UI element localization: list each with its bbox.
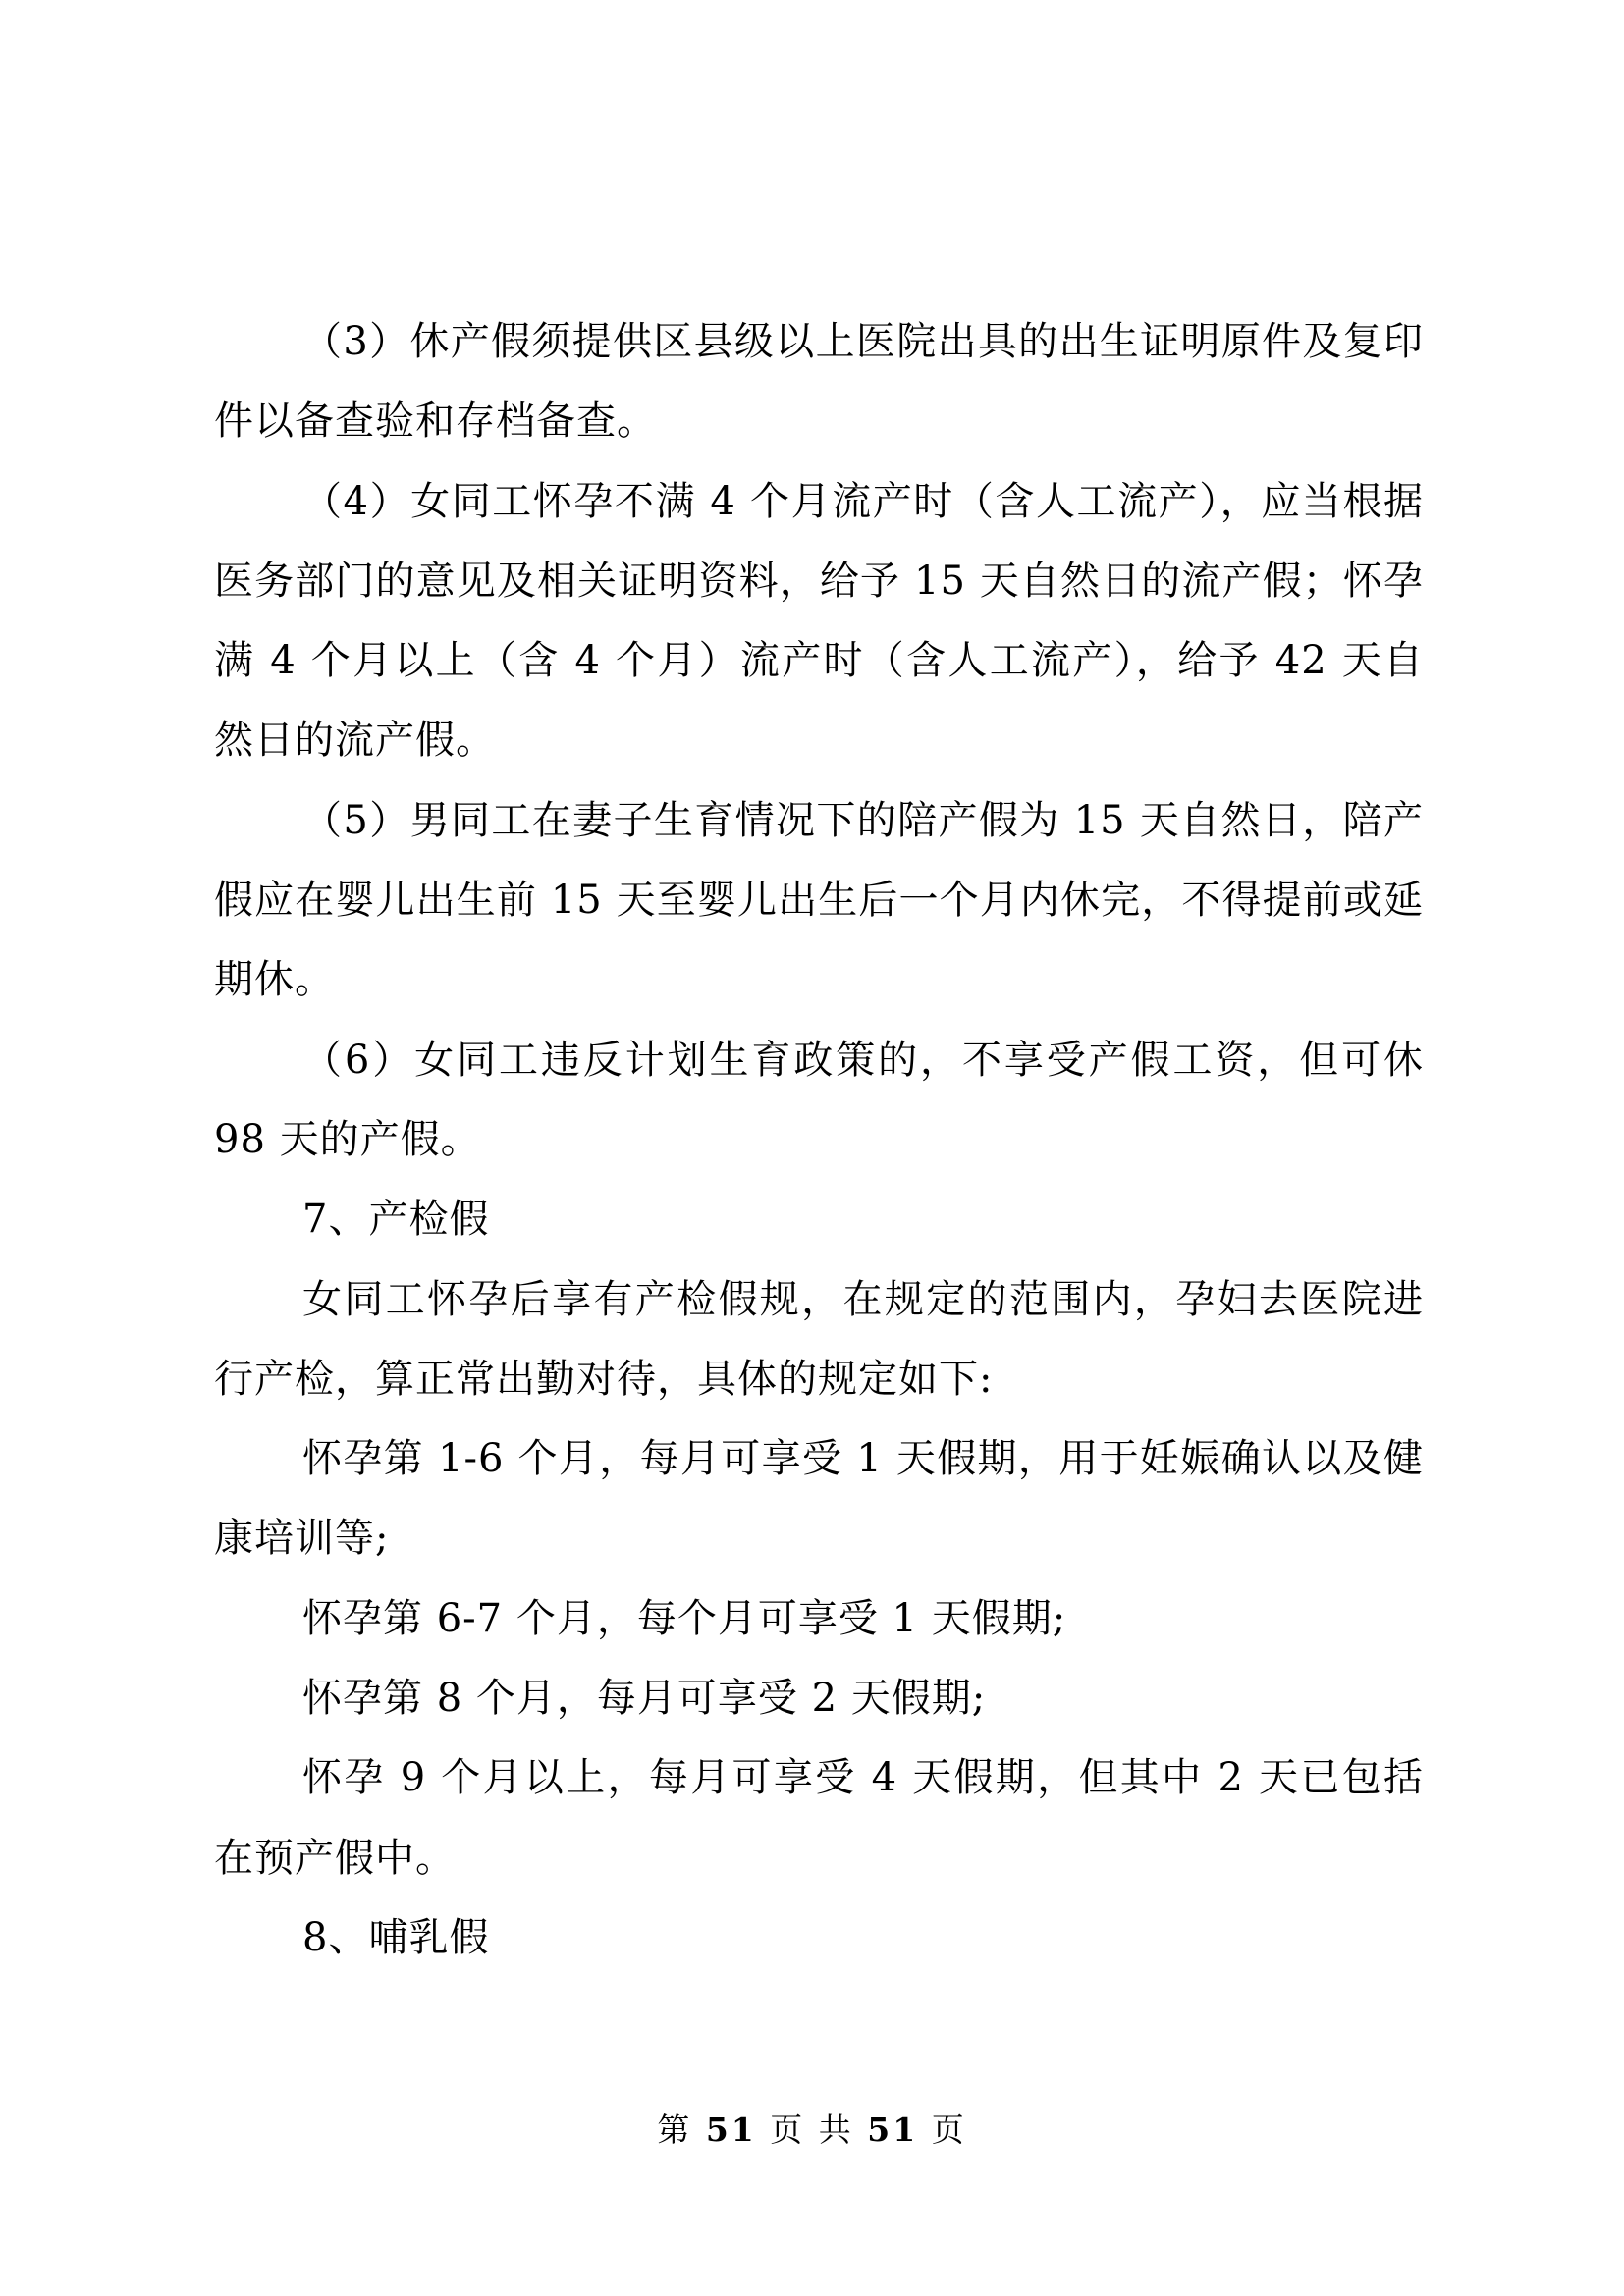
paragraph-paternity-leave: （5）男同工在妻子生育情况下的陪产假为 15 天自然日，陪产假应在婴儿出生前 15 天至婴儿出生后一个月内休完，不得提前或延期休。 — [214, 797, 1424, 1003]
page-footer — [0, 2110, 1624, 2150]
paragraph-prenatal-leave-intro: 女同工怀孕后享有产检假规，在规定的范围内，孕妇去医院进行产检，算正常出勤对待，具体的规定如下: — [214, 1276, 1424, 1402]
paragraph-prenatal-months-1-6: 怀孕第 1-6 个月，每月可享受 1 天假期，用于妊娠确认以及健康培训等; — [214, 1436, 1424, 1562]
footer-prefix: 第 — [657, 2110, 693, 2149]
footer-middle: 页 共 — [770, 2110, 854, 2149]
paragraph-prenatal-month-8: 怀孕第 8 个月，每月可享受 2 天假期; — [302, 1676, 987, 1722]
paragraph-miscarriage-leave: （4）女同工怀孕不满 4 个月流产时（含人工流产），应当根据医务部门的意见及相关证明资料，给予 15 天自然日的流产假；怀孕满 4 个月以上（含 4 个月）流产时（含人工流产），给予 42 天自然日的流产假。 — [214, 478, 1424, 764]
section-heading-nursing-leave: 8、哺乳假 — [302, 1914, 490, 1960]
total-page-number: 51 — [867, 2110, 919, 2149]
paragraph-maternity-leave-proof: （3）休产假须提供区县级以上医院出具的出生证明原件及复印件以备查验和存档备查。 — [214, 319, 1424, 445]
current-page-number: 51 — [705, 2110, 757, 2149]
section-heading-prenatal-leave: 7、产检假 — [302, 1197, 490, 1243]
document-body — [214, 302, 1424, 1978]
paragraph-prenatal-month-9: 怀孕 9 个月以上，每月可享受 4 天假期，但其中 2 天已包括在预产假中。 — [214, 1755, 1424, 1881]
paragraph-policy-violation: （6）女同工违反计划生育政策的，不享受产假工资，但可休 98 天的产假。 — [214, 1037, 1424, 1162]
footer-suffix: 页 — [931, 2110, 967, 2149]
paragraph-prenatal-months-6-7: 怀孕第 6-7 个月，每个月可享受 1 天假期; — [302, 1595, 1067, 1641]
